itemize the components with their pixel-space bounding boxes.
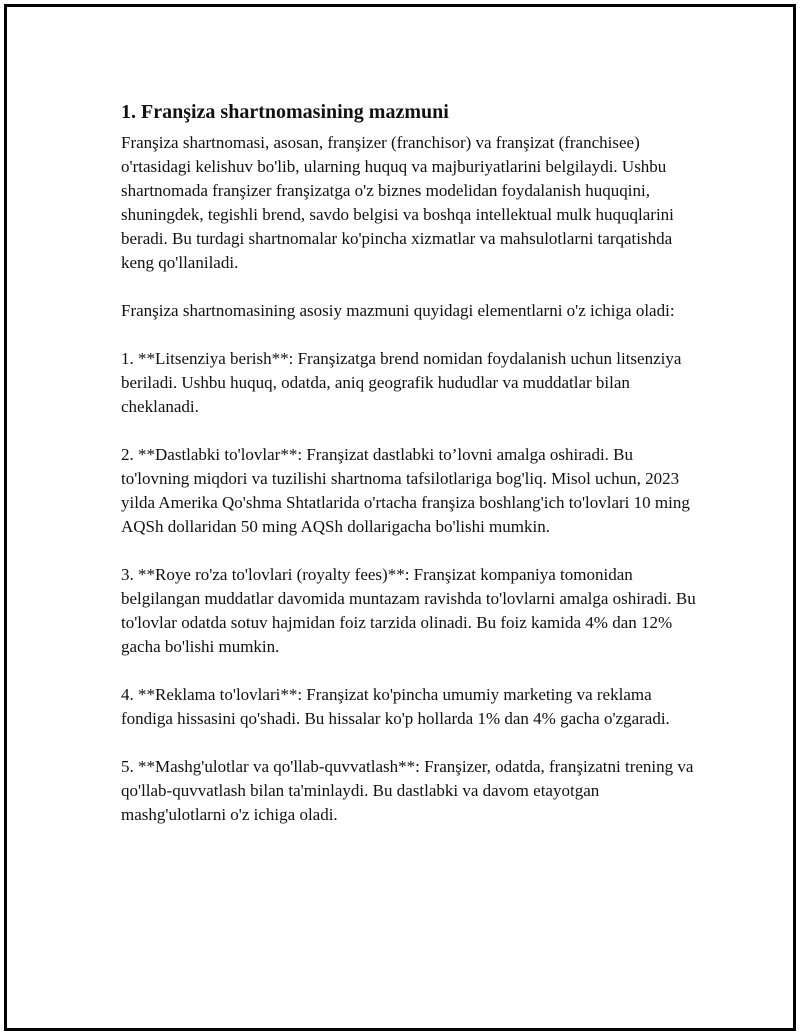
list-item-royalty-fees: 3. **Roye ro'za to'lovlari (royalty fees)**: Franşizat kompaniya tomonidan belgilangan muddatlar davomida muntazam ravishda to'lovlarni amalga oshiradi. Bu to'lovlar odatda sotuv hajmidan foiz tarzida olinadi. Bu foiz kamida 4% dan 12% gacha bo'lishi mumkin. — [121, 565, 696, 656]
intro-paragraph: Franşiza shartnomasi, asosan, franşizer (franchisor) va franşizat (franchisee) o'rtasidagi kelishuv bo'lib, ularning huquq va majburiyatlarini belgilaydi. Ushbu shartnomada franşizer franşizatga o'z biznes modelidan foydalanish huquqini, shuningdek, tegishli brend, savdo belgisi va boshqa intellektual mulk huquqlarini beradi. Bu turdagi shartnomalar ko'pincha xizmatlar va mahsulotlarni tarqatishda keng qo'llaniladi. — [121, 133, 674, 272]
elements-intro-paragraph: Franşiza shartnomasining asosiy mazmuni quyidagi elementlarni o'z ichiga oladi: — [121, 301, 675, 320]
page-frame — [4, 4, 796, 1031]
list-item-training-support: 5. **Mashg'ulotlar va qo'llab-quvvatlash**: Franşizer, odatda, franşizatni trening va qo'llab-quvvatlash bilan ta'minlaydi. Bu dastlabki va davom etayotgan mashg'ulotlarni o'z ichiga oladi. — [121, 757, 694, 824]
list-item-license: 1. **Litsenziya berish**: Franşizatga brend nomidan foydalanish uchun litsenziya beriladi. Ushbu huquq, odatda, aniq geografik hududlar va muddatlar bilan cheklanadi. — [121, 349, 682, 416]
document-body — [121, 99, 701, 851]
list-item-initial-fees: 2. **Dastlabki to'lovlar**: Franşizat dastlabki to’lovni amalga oshiradi. Bu to'lovning miqdori va tuzilishi shartnoma tafsilotlariga bog'liq. Misol uchun, 2023 yilda Amerika Qo'shma Shtatlarida o'rtacha franşiza boshlang'ich to'lovlari 10 ming AQSh dollaridan 50 ming AQSh dollarigacha bo'lishi mumkin. — [121, 445, 690, 536]
section-heading: 1. Franşiza shartnomasining mazmuni — [121, 101, 449, 123]
list-item-advertising-fees: 4. **Reklama to'lovlari**: Franşizat ko'pincha umumiy marketing va reklama fondiga hissasini qo'shadi. Bu hissalar ko'p hollarda 1% dan 4% gacha o'zgaradi. — [121, 685, 670, 728]
